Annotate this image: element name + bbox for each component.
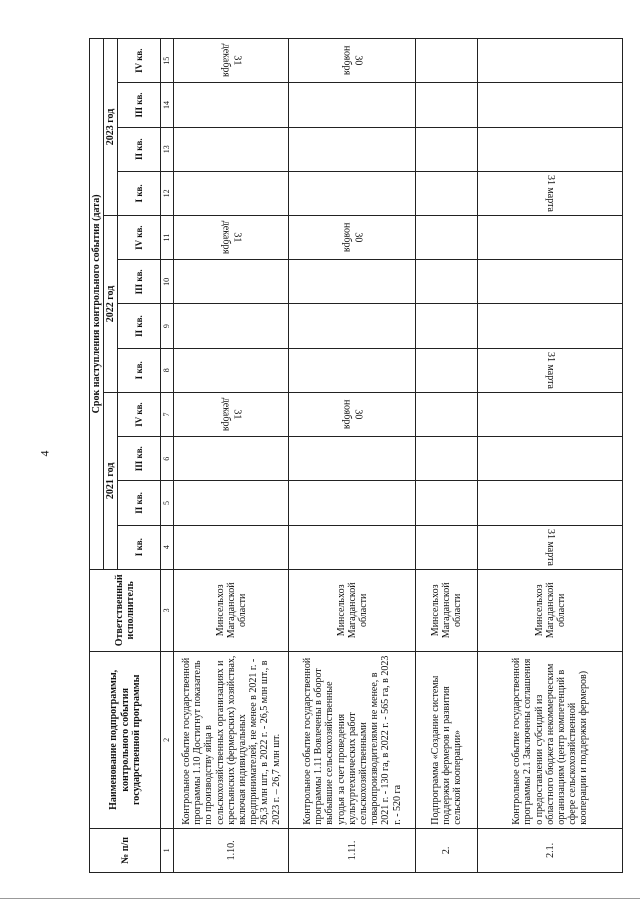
header-q4: IV кв. [118,216,161,260]
event-date: 31 декабря [174,216,289,260]
column-number: 14 [161,83,174,127]
page-number: 4 [37,450,52,457]
header-year-2022: 2022 год [104,216,118,393]
column-number: 2 [161,651,174,828]
event-date: 31 марта [478,525,623,569]
header-number: № п/п [90,828,161,872]
page-edge-line [0,898,640,899]
row-number: 1.11. [289,828,416,872]
header-q3: III кв. [118,260,161,304]
column-number: 13 [161,127,174,171]
rotated-table-container [89,38,591,873]
header-q4: IV кв. [118,39,161,83]
table-row [478,39,623,873]
executor: Минсельхоз Магаданской области [478,569,623,651]
column-number: 6 [161,437,174,481]
column-number: 10 [161,260,174,304]
header-year-2023: 2023 год [104,39,118,216]
event-name: Контрольное событие государственной программы 2.1 Заключены соглашения о предоставлении субсидий из областного бюджета некоммерческим организациям (центр компетенций в сфере сельскохозяйственной кооперации и поддержки фермеров) [478,651,623,828]
column-number: 3 [161,569,174,651]
table-row [174,39,289,873]
header-year-2021: 2021 год [104,392,118,569]
event-date: 31 марта [478,171,623,215]
control-events-table [89,38,623,873]
column-number: 8 [161,348,174,392]
header-q2: II кв. [118,481,161,525]
header-q1: I кв. [118,348,161,392]
executor: Минсельхоз Магаданской области [416,569,478,651]
header-q1: I кв. [118,525,161,569]
event-date: 30 ноября [289,39,416,83]
event-name: Контрольное событие государственной программы 1.10 Достигнут показатель по производству яйца в сельскохозяйственных организациях и крестьянских (фермерских) хозяйствах, включая индивидуальных предпринимателей, не менее в 2021 г. - 26,3 млн шт., в 2022 г. - 26,5 млн шт., в 2023 г. – 26,7 млн шт. [174,651,289,828]
event-date: 30 ноября [289,216,416,260]
event-date: 30 ноября [289,392,416,436]
header-name: Наименование подпрограммы, контрольного события государственной программы [90,651,161,828]
executor: Минсельхоз Магаданской области [289,569,416,651]
header-q3: III кв. [118,83,161,127]
column-number: 9 [161,304,174,348]
header-q4: IV кв. [118,392,161,436]
header-q2: II кв. [118,304,161,348]
header-executor: Ответственный исполнитель [90,569,161,651]
column-number: 5 [161,481,174,525]
column-number: 15 [161,39,174,83]
column-number: 12 [161,171,174,215]
header-q3: III кв. [118,437,161,481]
row-number: 2. [416,828,478,872]
table-row [289,39,416,873]
event-date: 31 декабря [174,392,289,436]
header-q2: II кв. [118,127,161,171]
header-term: Срок наступления контрольного события (дата) [90,39,104,570]
column-number: 7 [161,392,174,436]
header-q1: I кв. [118,171,161,215]
row-number: 1.10. [174,828,289,872]
table-row [416,39,478,873]
event-date: 31 декабря [174,39,289,83]
executor: Минсельхоз Магаданской области [174,569,289,651]
event-name: Контрольное событие государственной программы 1.11 Вовлечены в оборот выбывшие сельскохозяйственные угодья за счет проведения культуртехнических работ сельскохозяйственными товаропроизводителями не менее, в 2021 г. - 130 га, в 2022 г. - 565 га, в 2023 г. - 520 га [289,651,416,828]
subprogram-name: Подпрограмма «Создание системы поддержки фермеров и развития сельской кооперации» [416,651,478,828]
column-number: 1 [161,828,174,872]
column-number: 4 [161,525,174,569]
event-date: 31 марта [478,348,623,392]
column-number: 11 [161,216,174,260]
row-number: 2.1. [478,828,623,872]
